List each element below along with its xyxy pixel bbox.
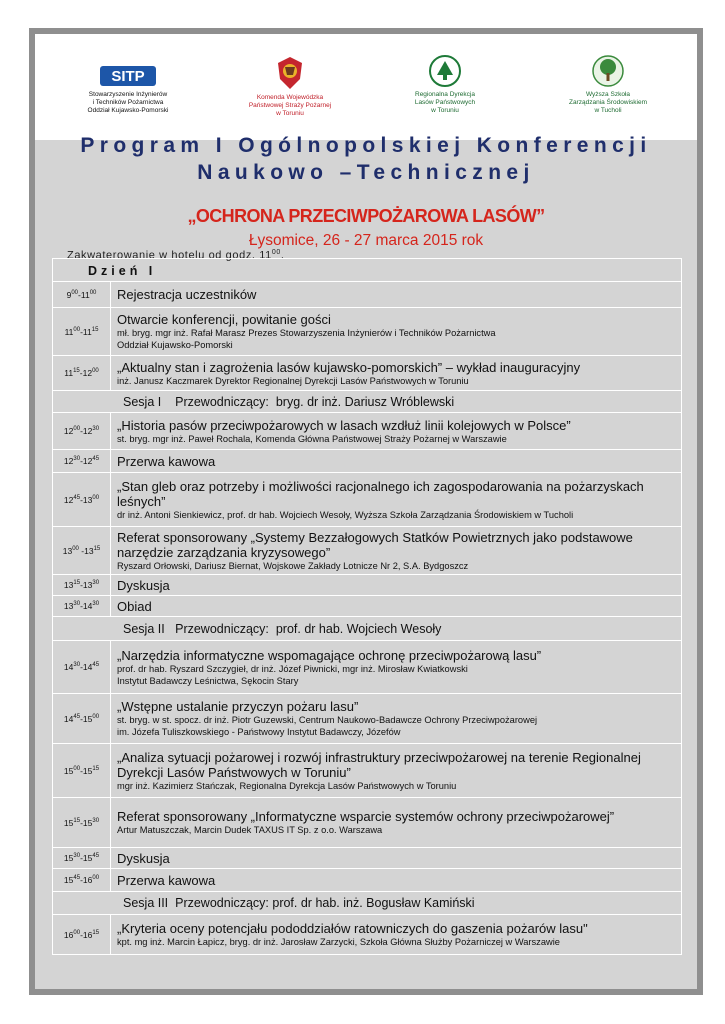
session-row — [53, 892, 682, 915]
program-table — [52, 258, 682, 955]
agenda-speaker: Artur Matuszczak, Marcin Dudek TAXUS IT Sp. z o.o. Warszawa — [117, 825, 383, 835]
agenda-speaker: prof. dr hab. Ryszard Szczygieł, dr inż. Józef Piwnicki, mgr inż. Mirosław Kwiatkowski — [117, 663, 468, 674]
agenda-row — [53, 641, 682, 694]
page-panel — [35, 34, 697, 989]
content-cell — [111, 798, 682, 848]
agenda-title: Dyskusja — [117, 577, 170, 593]
content-cell — [111, 356, 682, 391]
kwpsp-line-3: w Toruniu — [276, 110, 304, 117]
agenda-title: „Historia pasów przeciwpożarowych w lasach wzdłuż linii kolejowych w Polsce” — [117, 417, 571, 433]
place-date: Łysomice, 26 - 27 marca 2015 rok — [248, 232, 484, 249]
agenda-row — [53, 798, 682, 848]
agenda-title: Referat sponsorowany „Systemy Bezzałogowych Statków Powietrznych jako podstawowe narzędzie zarządzania kryzysowego” — [117, 529, 633, 560]
agenda-title: Przerwa kawowa — [117, 453, 216, 469]
agenda-row — [53, 744, 682, 798]
conference-subtitle: „OCHRONA PRZECIWPOŻAROWA LASÓW” — [187, 206, 545, 226]
agenda-speaker: mgr inż. Kazimierz Stańczak, Regionalna Dyrekcja Lasów Państwowych w Toruniu — [117, 780, 457, 791]
session-label: Sesja II Przewodniczący: prof. dr hab. Wojciech Wesoły — [53, 617, 682, 641]
rdlp-logo — [395, 54, 495, 115]
time-cell: $14^{45}-15^{00}$ — [53, 694, 111, 744]
accommodation-note: Zakwaterowanie w hotelu od godz. $11^{00}$. — [67, 249, 285, 262]
content-cell — [111, 744, 682, 798]
agenda-speaker: st. bryg. w st. spocz. dr inż. Piotr Guzewski, Centrum Naukowo-Badawcze Ochrony Przeciwpożarowej — [117, 715, 538, 725]
content-cell — [111, 575, 682, 596]
agenda-row — [53, 473, 682, 527]
time-cell: $12^{00}-12^{30}$ — [53, 413, 111, 450]
agenda-title: Referat sponsorowany „Informatyczne wsparcie systemów ochrony przeciwpożarowej” — [117, 809, 615, 824]
day-header-row — [53, 259, 682, 282]
content-cell — [111, 848, 682, 869]
agenda-row — [53, 308, 682, 356]
content-cell — [111, 527, 682, 575]
time-cell: $15^{15}-15^{30}$ — [53, 798, 111, 848]
kwpsp-logo — [235, 55, 345, 118]
day-label: Dzień I — [53, 259, 682, 282]
agenda-title: Otwarcie konferencji, powitanie gości — [117, 312, 331, 327]
program-title-line-1: Program I Ogólnopolskiej Konferencji — [80, 134, 652, 157]
time-cell: $13^{15}-13^{30}$ — [53, 575, 111, 596]
content-cell — [111, 473, 682, 527]
time-cell: $13^{00}$ $-13^{15}$ — [53, 527, 111, 575]
agenda-title: „Kryteria oceny potencjału pododdziałów ratowniczych do gaszenia pożarów lasu" — [117, 921, 588, 936]
time-cell: $11^{00}-11^{15}$ — [53, 308, 111, 356]
agenda-speaker: Instytut Badawczy Leśnictwa, Sękocin Stary — [117, 675, 299, 686]
session-row — [53, 391, 682, 413]
content-cell — [111, 282, 682, 308]
agenda-speaker: st. bryg. mgr inż. Paweł Rochala, Komenda Główna Państwowej Straży Pożarnej w Warszawie — [117, 433, 507, 444]
logo-bar — [35, 34, 697, 140]
agenda-title: Przerwa kawowa — [117, 872, 216, 888]
time-cell: $16^{00}-16^{15}$ — [53, 915, 111, 955]
time-cell: $12^{30}-12^{45}$ — [53, 450, 111, 473]
agenda-speaker: mł. bryg. mgr inż. Rafał Marasz Prezes Stowarzyszenia Inżynierów i Techników Pożarnictwa — [117, 328, 496, 338]
state-forests-emblem-icon — [428, 54, 462, 88]
agenda-row — [53, 527, 682, 575]
content-cell — [111, 915, 682, 955]
content-cell — [111, 413, 682, 450]
time-cell: $13^{30}-14^{30}$ — [53, 596, 111, 617]
agenda-speaker: inż. Janusz Kaczmarek Dyrektor Regionalnej Dyrekcji Lasów Państwowych w Toruniu — [117, 375, 469, 386]
wyzsza-line-2: Zarządzania Środowiskiem — [568, 99, 648, 106]
session-row — [53, 617, 682, 641]
agenda-title: Rejestracja uczestników — [117, 287, 257, 302]
content-cell — [111, 694, 682, 744]
fire-brigade-emblem-icon — [275, 55, 305, 91]
time-cell: $14^{30}-14^{45}$ — [53, 641, 111, 694]
content-cell — [111, 450, 682, 473]
agenda-speaker: Oddział Kujawsko-Pomorski — [117, 340, 233, 350]
agenda-title: Dyskusja — [117, 850, 170, 866]
agenda-row — [53, 869, 682, 892]
agenda-speaker: kpt. mg inż. Marcin Łapicz, bryg. dr inż. Jarosław Zarzycki, Szkoła Główna Służby Pożarniczej w Warszawie — [117, 937, 560, 947]
time-cell: $12^{45}-13^{00}$ — [53, 473, 111, 527]
kwpsp-line-2: Państwowej Straży Pożarnej — [248, 102, 332, 109]
agenda-row — [53, 450, 682, 473]
content-cell — [111, 596, 682, 617]
agenda-title: Obiad — [117, 598, 152, 614]
content-cell — [111, 869, 682, 892]
agenda-title: „Wstępne ustalanie przyczyn pożaru lasu” — [117, 699, 359, 714]
agenda-row — [53, 282, 682, 308]
page-frame — [29, 28, 703, 995]
sitp-line-3: Oddział Kujawsko-Pomorski — [87, 107, 169, 114]
svg-text:SITP: SITP — [111, 68, 145, 85]
agenda-title: „Narzędzia informatyczne wspomagające ochronę przeciwpożarową lasu” — [117, 647, 542, 663]
time-cell: $15^{45}-16^{00}$ — [53, 869, 111, 892]
agenda-title: „Stan gleb oraz potrzeby i możliwości racjonalnego ich zagospodarowania na pożarzyskach leśnych” — [117, 478, 644, 509]
agenda-row — [53, 413, 682, 450]
agenda-speaker: Ryszard Orłowski, Dariusz Biernat, Wojskowe Zakłady Lotnicze Nr 2, S.A. Bydgoszcz — [117, 560, 469, 571]
wyzsza-line-3: w Tucholi — [594, 107, 622, 114]
rdlp-line-3: w Toruniu — [431, 107, 459, 114]
wyzsza-logo — [553, 54, 663, 115]
rdlp-line-1: Regionalna Dyrekcja — [415, 91, 475, 98]
sitp-line-1: Stowarzyszenie Inżynierów — [88, 91, 168, 98]
session-label: Sesja III Przewodniczący: prof. dr hab. inż. Bogusław Kamiński — [53, 892, 682, 915]
content-cell — [111, 641, 682, 694]
content-cell — [111, 308, 682, 356]
sitp-logo-icon — [98, 64, 158, 88]
tree-emblem-icon — [591, 54, 625, 88]
wyzsza-line-1: Wyższa Szkoła — [585, 91, 630, 98]
agenda-title: „Analiza sytuacji pożarowej i rozwój infrastruktury przeciwpożarowej na terenie Regionalnej Dyrekcji Lasów Państwowych w Toruniu” — [117, 749, 641, 780]
program-title-line-2: Naukowo –Technicznej — [197, 161, 535, 184]
sitp-line-2: i Techników Pożarnictwa — [92, 99, 164, 106]
agenda-speaker: im. Józefa Tuliszkowskiego - Państwowy Instytut Badawczy, Józefów — [117, 727, 401, 737]
time-cell: $15^{00}-15^{15}$ — [53, 744, 111, 798]
agenda-row — [53, 596, 682, 617]
session-label: Sesja I Przewodniczący: bryg. dr inż. Dariusz Wróblewski — [53, 391, 682, 413]
agenda-row — [53, 694, 682, 744]
sitp-logo — [73, 64, 183, 115]
time-cell: $11^{15}-12^{00}$ — [53, 356, 111, 391]
rdlp-line-2: Lasów Państwowych — [414, 99, 476, 106]
agenda-speaker: dr inż. Antoni Sienkiewicz, prof. dr hab. Wojciech Wesoły, Wyższa Szkoła Zarządzania Środowiskiem w Tucholi — [117, 509, 574, 520]
agenda-title: „Aktualny stan i zagrożenia lasów kujawsko-pomorskich” – wykład inauguracyjny — [117, 359, 581, 375]
kwpsp-line-1: Komenda Wojewódzka — [256, 94, 324, 101]
agenda-row — [53, 848, 682, 869]
time-cell: $15^{30}-15^{45}$ — [53, 848, 111, 869]
agenda-row — [53, 575, 682, 596]
agenda-row — [53, 356, 682, 391]
agenda-row — [53, 915, 682, 955]
time-cell: $9^{00}-11^{00}$ — [53, 282, 111, 308]
